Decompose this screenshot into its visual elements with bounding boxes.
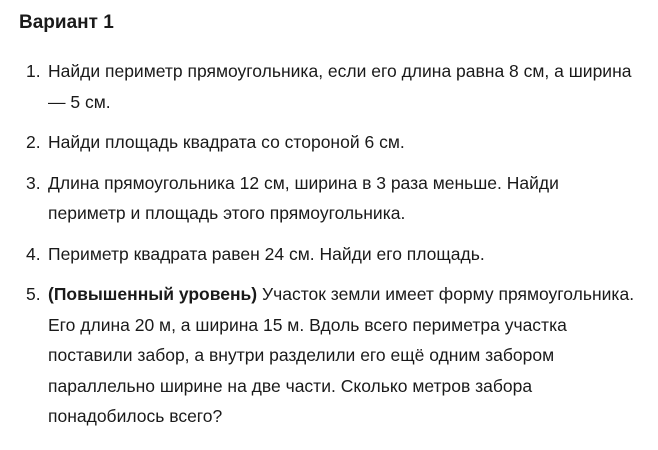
- task-item: [0, 168, 640, 229]
- task-text: Периметр квадрата равен 24 см. Найди его площадь.: [48, 243, 485, 264]
- task-number: 1.: [26, 61, 41, 81]
- task-level-label: (Повышенный уровень): [48, 284, 258, 304]
- task-text: Найди площадь квадрата со стороной 6 см.: [48, 132, 405, 152]
- task-number: 4.: [26, 243, 41, 264]
- task-item: [0, 239, 640, 270]
- task-item: [0, 127, 640, 158]
- variant-heading: Вариант 1: [19, 12, 114, 33]
- task-list: [0, 56, 640, 432]
- task-item: [0, 56, 640, 117]
- task-number: 3.: [26, 172, 41, 193]
- task-text: Найди периметр прямоугольника, если его длина равна 8 см, а ширина — 5 см.: [48, 61, 632, 112]
- task-number: 2.: [26, 132, 41, 152]
- task-text: Участок земли имеет форму прямоугольника. Его длина 20 м, а ширина 15 м. Вдоль всего периметра участка поставили забор, а внутри разделили его ещё одним забором параллельно ширине на две части. Сколько метров забора понадобилось всего?: [48, 284, 635, 426]
- task-text: Длина прямоугольника 12 см, ширина в 3 раза меньше. Найди периметр и площадь этого прямоугольника.: [48, 172, 559, 223]
- task-item: [0, 279, 640, 432]
- task-number: 5.: [26, 284, 41, 304]
